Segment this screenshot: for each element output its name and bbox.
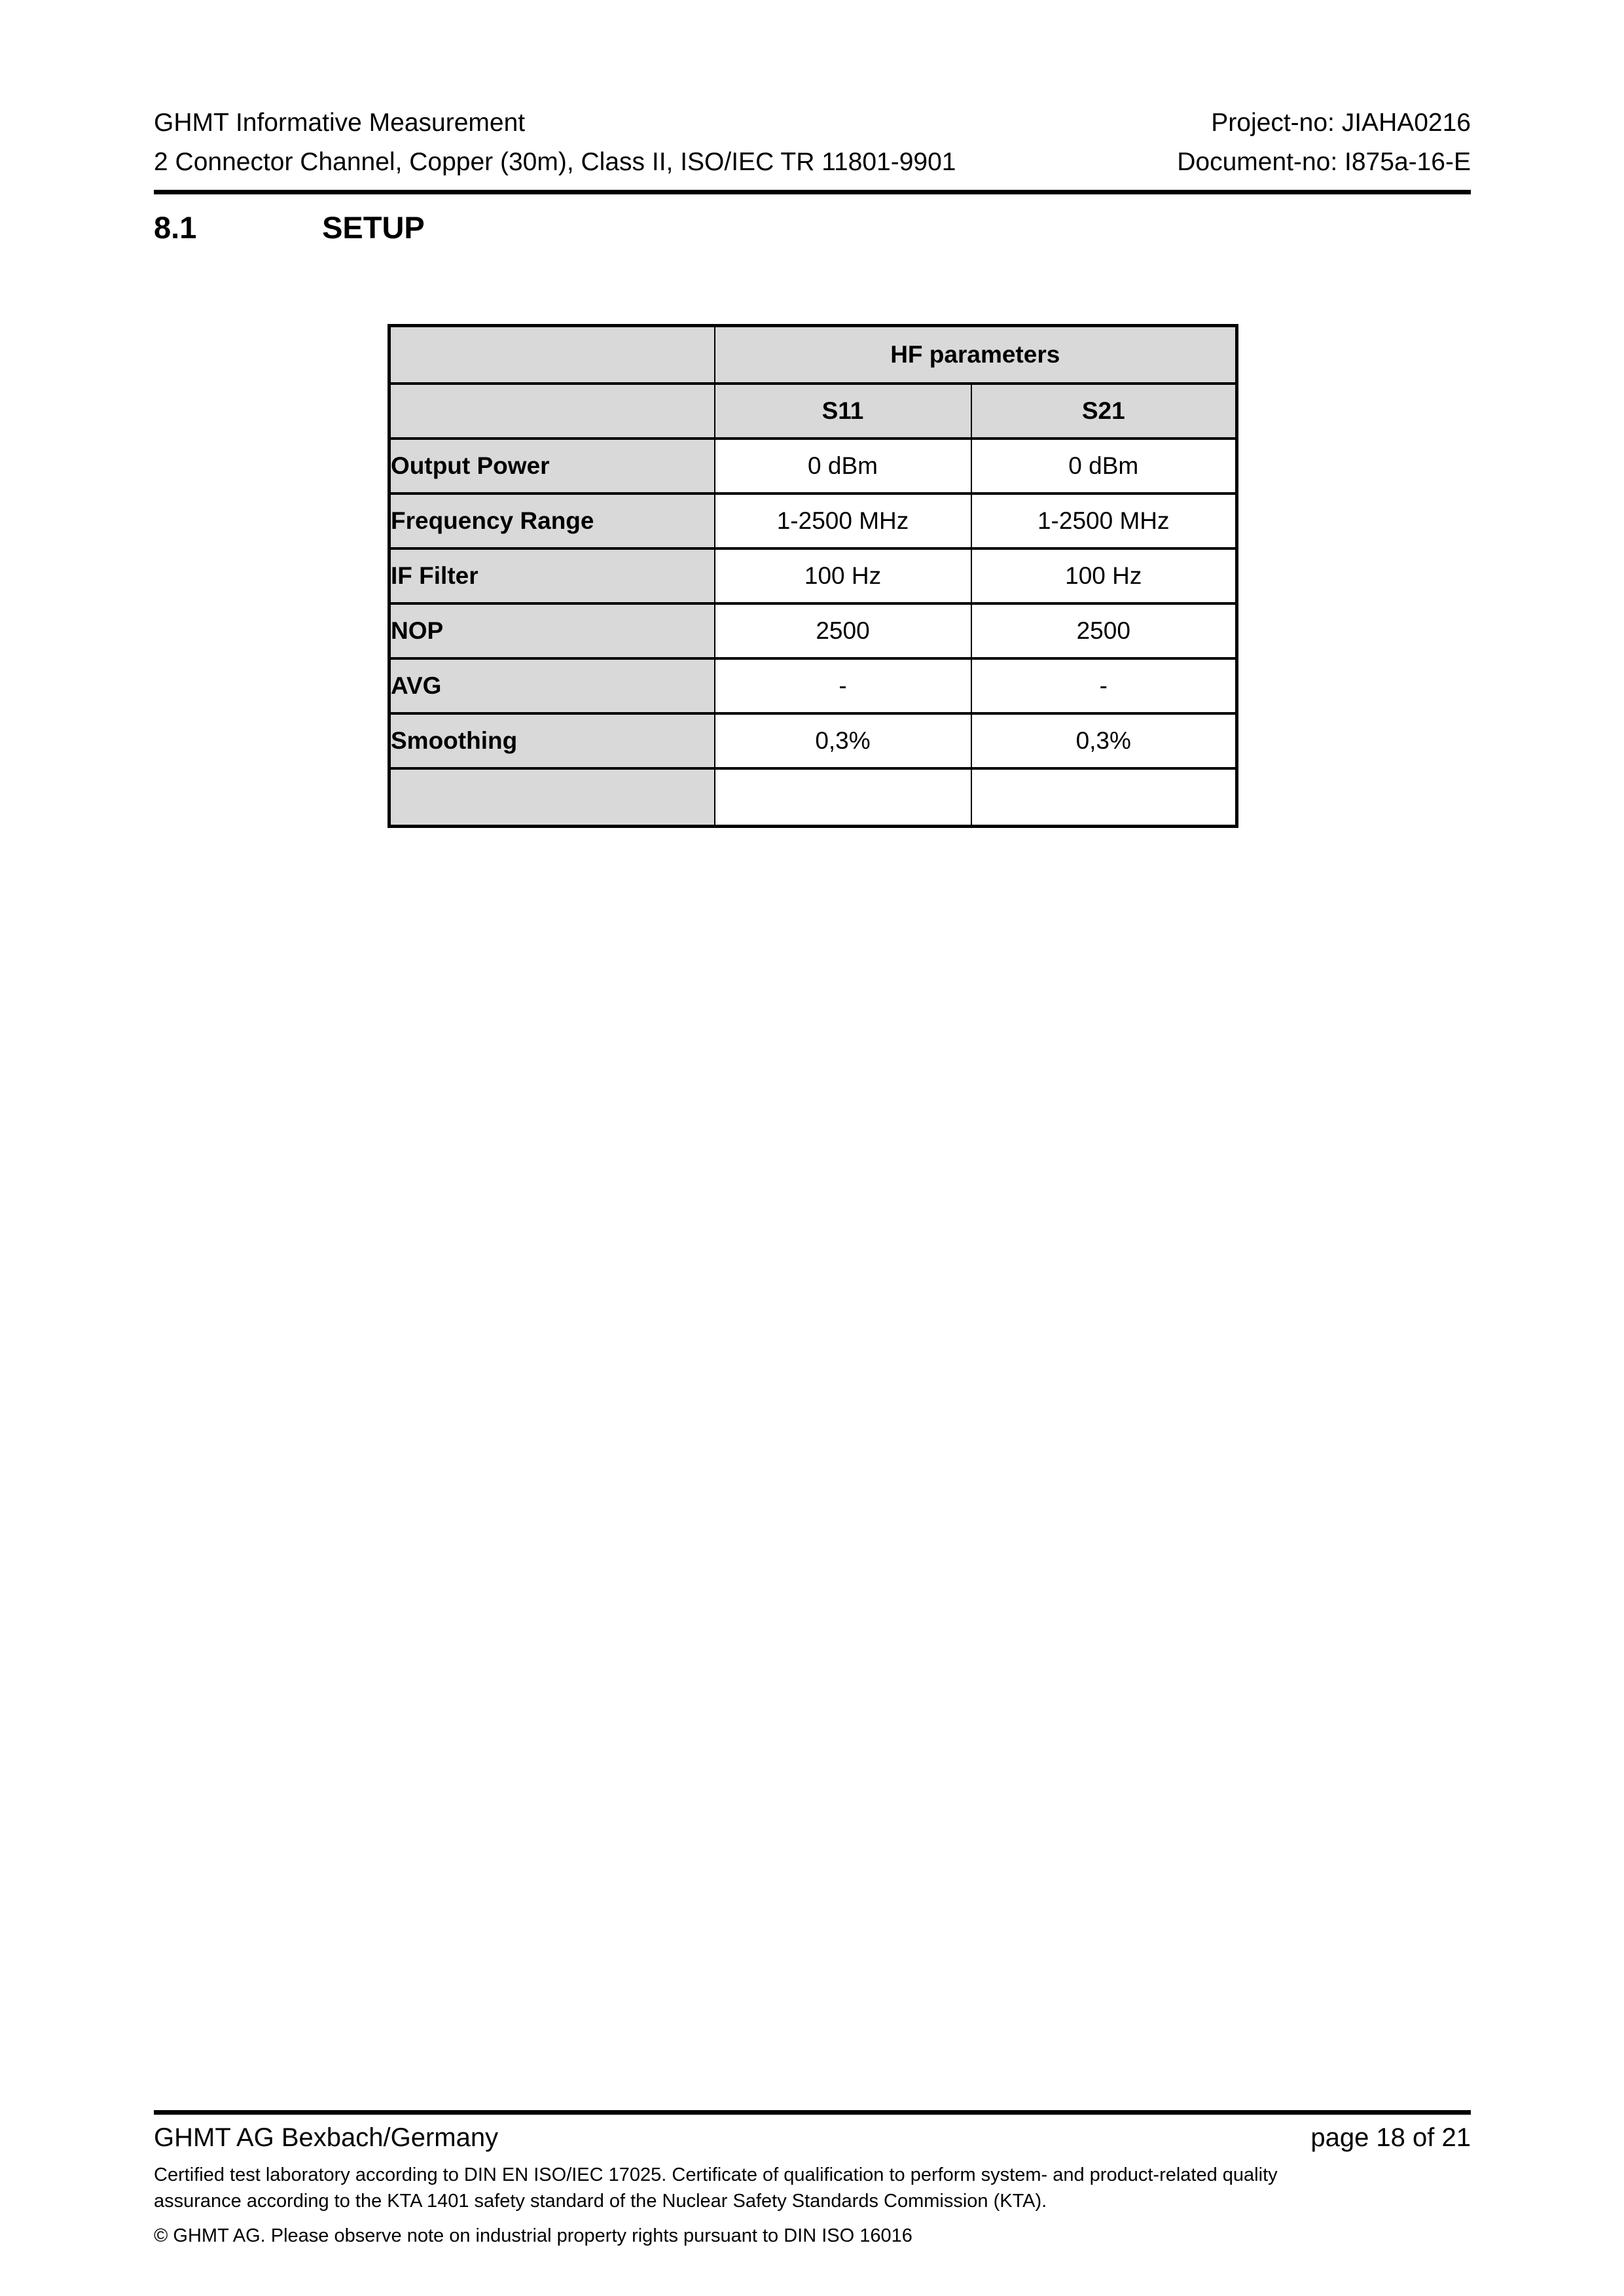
table-row xyxy=(389,326,1237,384)
table-row xyxy=(389,658,1237,713)
cell-s11: 1-2500 MHz xyxy=(715,493,971,548)
cell-s21: 1-2500 MHz xyxy=(971,493,1237,548)
header-subtitle: 2 Connector Channel, Copper (30m), Class II, ISO/IEC TR 11801-9901 xyxy=(154,148,956,176)
table-row xyxy=(389,548,1237,603)
cell-s11: 0 dBm xyxy=(715,439,971,493)
table-corner-cell xyxy=(389,384,715,439)
cell-s11: 2500 xyxy=(715,603,971,658)
page-header xyxy=(154,103,1471,194)
cell-s11: 0,3% xyxy=(715,713,971,768)
table-row xyxy=(389,384,1237,439)
table-corner-cell xyxy=(389,326,715,384)
column-header-s11: S11 xyxy=(715,384,971,439)
cell-s21: 0,3% xyxy=(971,713,1237,768)
header-project-no: Project-no: JIAHA0216 xyxy=(1211,109,1471,137)
header-title: GHMT Informative Measurement xyxy=(154,109,526,137)
footer-row xyxy=(154,2120,1471,2155)
footer-company: GHMT AG Bexbach/Germany xyxy=(154,2123,499,2152)
header-row-2 xyxy=(154,143,1471,182)
hf-parameters-table xyxy=(388,324,1238,828)
section-title: SETUP xyxy=(322,210,425,245)
row-label: IF Filter xyxy=(389,548,715,603)
row-label: Frequency Range xyxy=(389,493,715,548)
page-footer xyxy=(154,2110,1471,2248)
table-row xyxy=(389,439,1237,493)
footer-fineprint-line1: Certified test laboratory according to DIN EN ISO/IEC 17025. Certificate of qualification to perform system- and product-related quality xyxy=(154,2164,1278,2185)
row-label: Output Power xyxy=(389,439,715,493)
cell-s21: 0 dBm xyxy=(971,439,1237,493)
header-row-1 xyxy=(154,103,1471,143)
table-group-header: HF parameters xyxy=(715,326,1237,384)
footer-page-number: page 18 of 21 xyxy=(1310,2123,1471,2152)
cell-s11 xyxy=(715,768,971,827)
cell-s21: 100 Hz xyxy=(971,548,1237,603)
column-header-s21: S21 xyxy=(971,384,1237,439)
row-label xyxy=(389,768,715,827)
cell-s21: - xyxy=(971,658,1237,713)
header-document-no: Document-no: I875a-16-E xyxy=(1177,148,1471,176)
table-row xyxy=(389,768,1237,827)
section-number: 8.1 xyxy=(154,210,197,245)
cell-s11: 100 Hz xyxy=(715,548,971,603)
hf-parameters-table-wrap xyxy=(388,324,1238,828)
footer-fineprint xyxy=(154,2162,1471,2214)
row-label: NOP xyxy=(389,603,715,658)
row-label: Smoothing xyxy=(389,713,715,768)
table-row xyxy=(389,603,1237,658)
footer-copyright: © GHMT AG. Please observe note on industrial property rights pursuant to DIN ISO 16016 xyxy=(154,2225,912,2246)
cell-s21 xyxy=(971,768,1237,827)
cell-s11: - xyxy=(715,658,971,713)
table-row xyxy=(389,493,1237,548)
section-heading xyxy=(154,209,425,246)
table-row xyxy=(389,713,1237,768)
cell-s21: 2500 xyxy=(971,603,1237,658)
footer-fineprint-line2: assurance according to the KTA 1401 safety standard of the Nuclear Safety Standards Commission (KTA). xyxy=(154,2191,1047,2212)
row-label: AVG xyxy=(389,658,715,713)
